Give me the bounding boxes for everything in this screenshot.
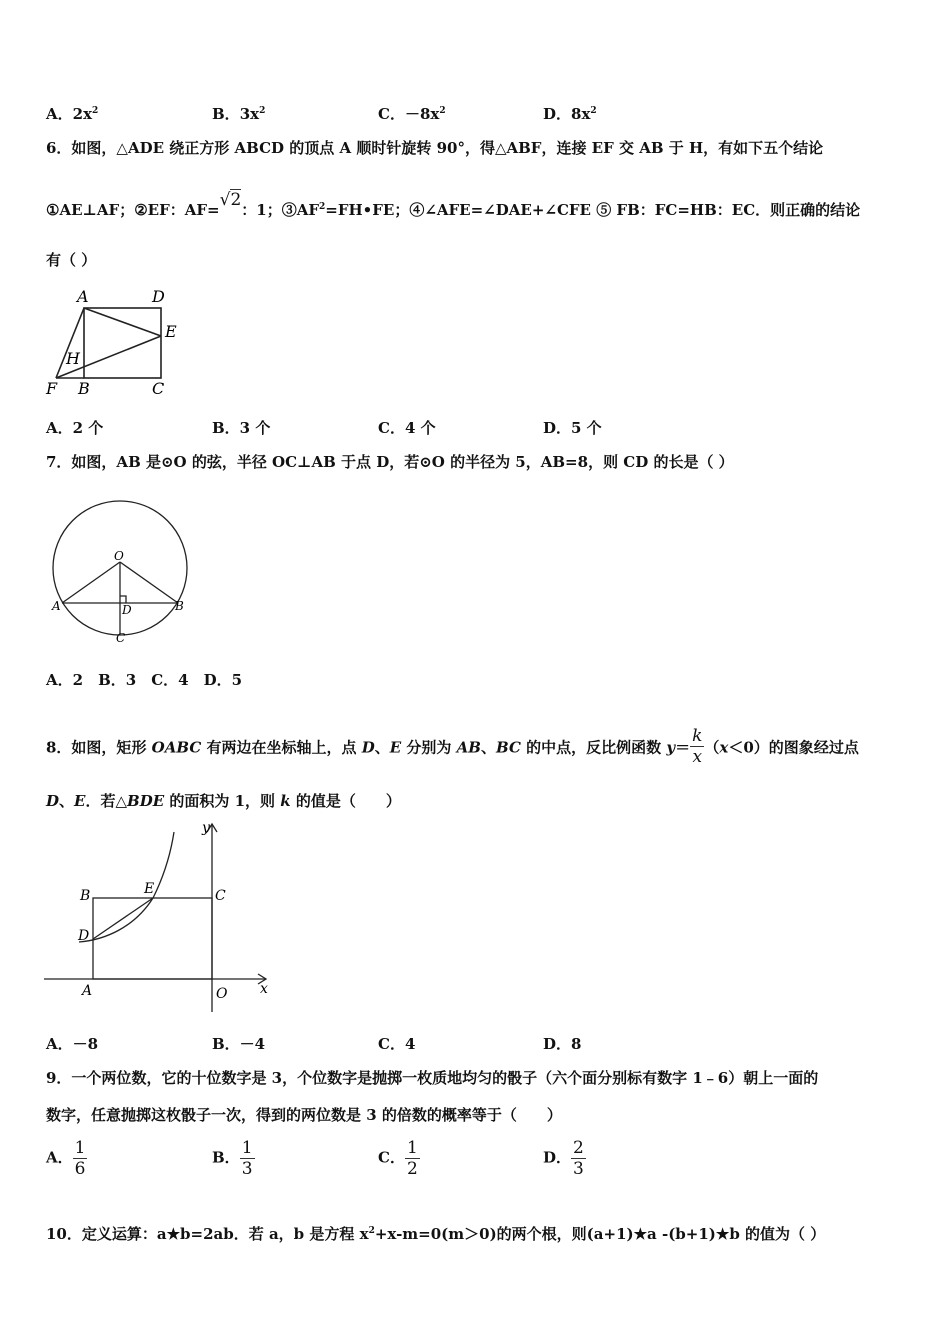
q7-figure-circle [48,490,193,648]
label-c: C [116,631,126,645]
q5-option-b: B．$3x^2$ [212,105,266,123]
label-b: B [80,888,91,904]
label-o: O [114,549,124,563]
label-o: O [216,986,228,1002]
q8-stem-line2: D、E．若△BDE 的面积为 1，则 k 的值是（ ） [46,792,401,810]
sqrt-expression: √2 [219,190,242,210]
label-a: A [52,599,61,613]
q10-stem: 10．定义运算：a★b=2ab．若 a，b 是方程 $x^2+x-m=0(m>0)$的两个根，则(a+1)★a -(b+1)★b 的值为（ ） [46,1225,826,1243]
label-h: H [66,349,80,368]
label-d: D [122,603,132,617]
fraction-k-over-x: $\frac{k}{x}$ [692,726,703,767]
label-d: D [152,287,165,306]
q9-option-b: B． $\frac{1}{3}$ [212,1138,253,1179]
q9-option-a: A． $\frac{1}{6}$ [46,1138,86,1179]
label-f: F [46,379,58,398]
label-x: x [260,981,268,997]
label-c: C [152,379,165,398]
label-b: B [78,379,90,398]
q8-figure-coordinate [44,818,274,1014]
label-d: D [78,928,90,944]
label-a: A [77,287,89,306]
q6-option-a: A．2 个 [46,419,104,437]
q9-stem-line1: 9．一个两位数，它的十位数字是 3，个位数字是抛掷一枚质地均匀的骰子（六个面分别标有数字 1﹣6）朝上一面的 [46,1069,819,1087]
q8-option-c: C．4 [378,1035,416,1053]
label-e: E [144,881,155,897]
q5-option-a: A．$2x^2$ [46,105,99,123]
q6-figure-square [44,284,194,400]
q8-option-a: A．－8 [46,1035,99,1053]
q5-option-c: C．$-8x^2$ [378,105,446,123]
q6-option-c: C．4 个 [378,419,436,437]
q8-option-b: B．－4 [212,1035,266,1053]
q8-stem-line1: 8．如图，矩形 OABC 有两边在坐标轴上，点 D、E 分别为 AB、BC 的中点，反比例函数 y＝ $\frac{k}{x}$ （x＜0）的图象经过点 [46,726,859,767]
label-a: A [82,983,93,999]
q9-option-d: D． $\frac{2}{3}$ [543,1138,584,1179]
q6-stem-line1: 6．如图，△ADE 绕正方形 ABCD 的顶点 A 顺时针旋转 90°，得△ABF，连接 EF 交 AB 于 H，有如下五个结论 [46,139,824,157]
q9-option-c: C． $\frac{1}{2}$ [378,1138,418,1179]
q6-option-d: D．5 个 [543,419,602,437]
q6-stem-line3: 有（ ） [46,251,97,269]
q8-option-d: D．8 [543,1035,582,1053]
q5-option-d: D．$8x^2$ [543,105,597,123]
label-b: B [175,599,184,613]
label-c: C [215,888,226,904]
q7-options: A．2 B．3 C．4 D．5 [46,671,243,689]
q7-stem: 7．如图，AB 是⊙O 的弦，半径 OC⊥AB 于点 D，若⊙O 的半径为 5，AB=8，则 CD 的长是（ ） [46,453,734,471]
q6-option-b: B．3 个 [212,419,271,437]
label-y: y [202,820,210,836]
q9-stem-line2: 数字，任意抛掷这枚骰子一次，得到的两位数是 3 的倍数的概率等于（ ） [46,1106,562,1124]
label-e: E [165,322,177,341]
q6-stem-line2: ①AE⊥AF；②EF：AF=√2：1；$③AF^2=FH•FE$；④∠AFE=∠DAE+∠CFE ⑤ FB：FC=HB：EC．则正确的结论 [46,190,861,219]
